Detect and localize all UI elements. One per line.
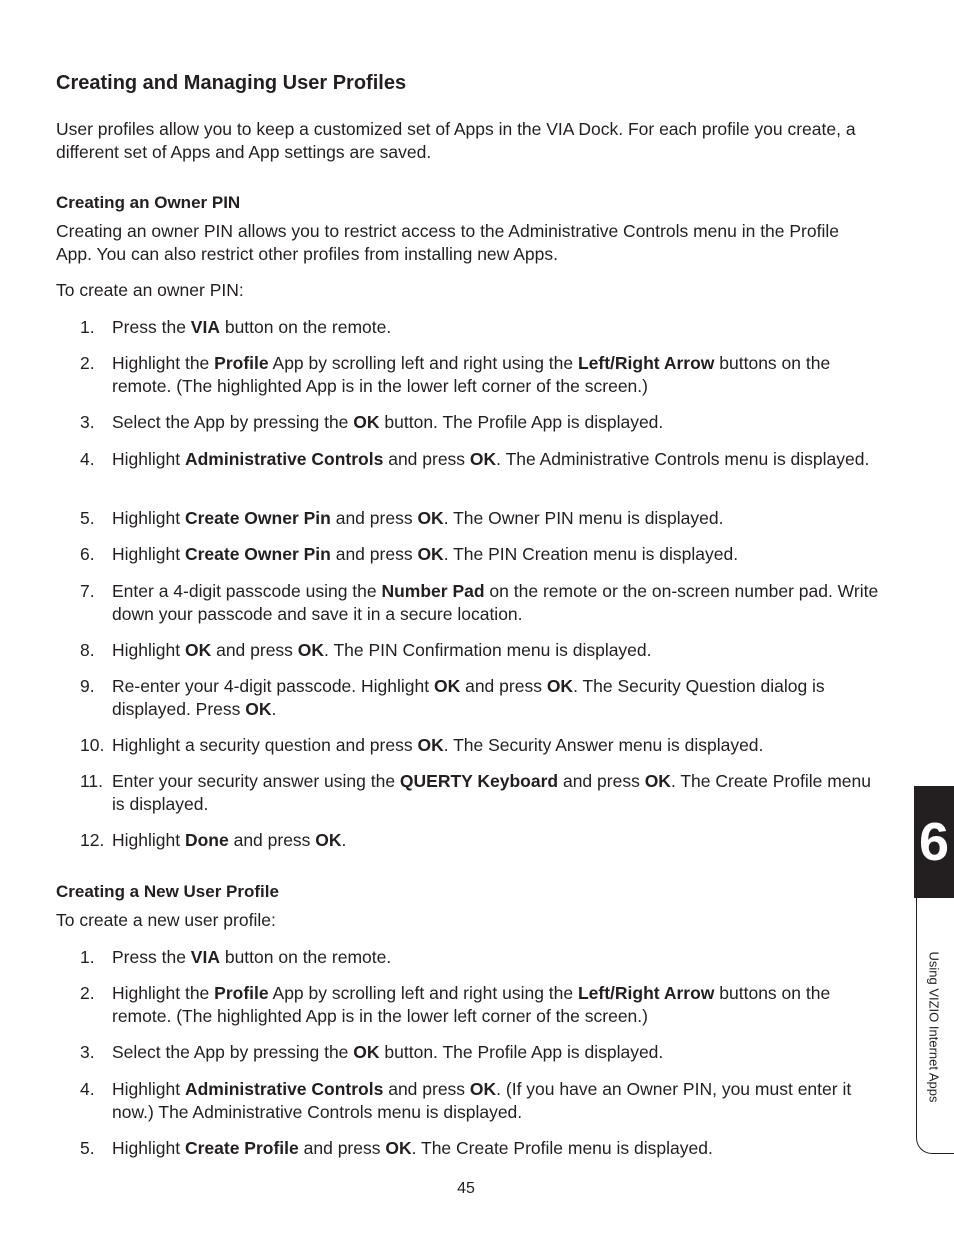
step-fragment: . [341, 830, 347, 850]
step-text [112, 507, 880, 530]
step-fragment: . The Security Question dialog is displayed. Press [112, 676, 825, 719]
step-item [80, 580, 880, 626]
step-text [112, 411, 880, 434]
step-fragment: button. The Profile App is displayed. [379, 412, 664, 432]
step-emphasis: Done [184, 830, 229, 850]
step-emphasis: Create Owner Pin [184, 508, 331, 528]
chapter-label: Using VIZIO Internet Apps [926, 951, 942, 1103]
step-text [112, 946, 880, 969]
step-item [80, 982, 880, 1028]
step-fragment: Press the [112, 317, 191, 337]
owner-pin-heading: Creating an Owner PIN [56, 193, 241, 212]
step-fragment: Select the App by pressing the [112, 1042, 354, 1062]
step-number: 7. [80, 581, 95, 601]
step-fragment: Highlight a security question and press [112, 735, 418, 755]
step-number: 1. [80, 317, 95, 337]
step-emphasis: Profile [214, 983, 269, 1003]
step-item [80, 543, 880, 566]
step-item [80, 946, 880, 969]
step-fragment: App by scrolling left and right using the [268, 983, 578, 1003]
page-title: Creating and Managing User Profiles [56, 72, 407, 94]
step-emphasis: OK [297, 640, 325, 660]
new-profile-lead: To create a new user profile: [56, 910, 276, 930]
step-emphasis: OK [353, 412, 380, 432]
step-emphasis: Create Owner Pin [184, 544, 331, 564]
step-fragment: buttons on the remote. (The highlighted App is in the lower left corner of the screen.) [112, 983, 831, 1026]
step-fragment: and press [558, 771, 645, 791]
step-number: 5. [80, 508, 95, 528]
step-fragment: and press [211, 640, 298, 660]
step-fragment: and press [330, 544, 418, 564]
step-item [80, 1041, 880, 1064]
step-fragment: and press [298, 1138, 386, 1158]
step-emphasis: Left/Right Arrow [577, 983, 715, 1003]
step-emphasis: OK [385, 1138, 412, 1158]
step-item [80, 829, 880, 852]
step-emphasis: Number Pad [381, 581, 485, 601]
step-emphasis: Create Profile [184, 1138, 299, 1158]
owner-pin-lead: To create an owner PIN: [56, 280, 244, 300]
step-emphasis: Left/Right Arrow [577, 353, 715, 373]
step-text [112, 829, 880, 852]
step-item [80, 448, 880, 471]
step-emphasis: OK [417, 508, 444, 528]
step-emphasis: Administrative Controls [184, 449, 384, 469]
step-fragment: Enter your security answer using the [112, 771, 400, 791]
step-fragment: . The Security Answer menu is displayed. [443, 735, 764, 755]
step-text [112, 770, 880, 816]
new-profile-heading: Creating a New User Profile [56, 882, 279, 901]
step-text [112, 448, 880, 471]
step-emphasis: VIA [190, 947, 220, 967]
step-number: 12. [80, 830, 105, 850]
step-number: 2. [80, 983, 95, 1003]
step-text [112, 639, 880, 662]
step-fragment: . The Administrative Controls menu is displayed. [496, 449, 870, 469]
step-emphasis: OK [469, 449, 497, 469]
chapter-number: 6 [918, 812, 950, 872]
step-text [112, 1041, 880, 1064]
step-fragment: Highlight [112, 830, 185, 850]
step-number: 5. [80, 1138, 95, 1158]
step-emphasis: QUERTY Keyboard [399, 771, 559, 791]
step-item [80, 639, 880, 662]
step-item [80, 352, 880, 398]
step-emphasis: OK [644, 771, 671, 791]
step-fragment: Highlight [112, 544, 185, 564]
step-fragment: Highlight [112, 640, 185, 660]
step-item [80, 770, 880, 816]
step-number: 10. [80, 735, 105, 755]
step-number: 9. [80, 676, 95, 696]
step-emphasis: OK [433, 676, 461, 696]
step-number: 3. [80, 412, 95, 432]
step-fragment: Select the App by pressing the [112, 412, 354, 432]
step-text [112, 734, 880, 757]
step-number: 6. [80, 544, 95, 564]
step-number: 8. [80, 640, 95, 660]
step-fragment: Enter a 4-digit passcode using the [112, 581, 382, 601]
step-fragment: Highlight [112, 1079, 185, 1099]
page-number: 45 [457, 1180, 475, 1197]
step-fragment: Highlight the [112, 353, 215, 373]
step-text [112, 675, 880, 721]
step-fragment: . The Create Profile menu is displayed. [411, 1138, 713, 1158]
step-emphasis: OK [315, 830, 342, 850]
step-fragment: and press [460, 676, 547, 696]
step-fragment: Highlight the [112, 983, 215, 1003]
owner-pin-description: Creating an owner PIN allows you to restrict access to the Administrative Controls menu in the Profile App. You can also restrict other profiles from installing new Apps. [56, 221, 839, 264]
step-emphasis: OK [245, 699, 272, 719]
step-item [80, 1137, 880, 1160]
step-text [112, 580, 880, 626]
step-fragment: . The PIN Confirmation menu is displayed. [324, 640, 652, 660]
step-fragment: Re-enter your 4-digit passcode. Highlight [112, 676, 434, 696]
step-item [80, 316, 880, 339]
step-fragment: and press [383, 449, 470, 469]
step-item [80, 411, 880, 434]
step-fragment: . (If you have an Owner PIN, you must enter it now.) The Administrative Controls menu is displayed. [112, 1079, 852, 1122]
step-fragment: . The Owner PIN menu is displayed. [443, 508, 724, 528]
step-fragment: buttons on the remote. (The highlighted App is in the lower left corner of the screen.) [112, 353, 831, 396]
step-text [112, 543, 880, 566]
step-fragment: button on the remote. [219, 317, 392, 337]
step-text [112, 982, 880, 1028]
step-item [80, 734, 880, 757]
step-number: 4. [80, 1079, 95, 1099]
step-fragment: and press [330, 508, 418, 528]
step-number: 4. [80, 449, 95, 469]
step-text [112, 316, 880, 339]
step-emphasis: OK [546, 676, 574, 696]
step-fragment: . [271, 699, 277, 719]
step-fragment: on the remote or the on-screen number pad. Write down your passcode and save it in a secure location. [112, 581, 879, 624]
step-text [112, 1078, 880, 1124]
step-fragment: Highlight [112, 1138, 185, 1158]
step-number: 1. [80, 947, 95, 967]
step-fragment: . The PIN Creation menu is displayed. [443, 544, 739, 564]
step-emphasis: OK [417, 544, 444, 564]
step-emphasis: OK [353, 1042, 380, 1062]
step-emphasis: OK [417, 735, 444, 755]
step-number: 3. [80, 1042, 95, 1062]
step-fragment: Highlight [112, 449, 185, 469]
step-fragment: . The Create Profile menu is displayed. [112, 771, 871, 814]
step-emphasis: OK [184, 640, 212, 660]
step-fragment: Highlight [112, 508, 185, 528]
step-number: 2. [80, 353, 95, 373]
step-item [80, 675, 880, 721]
step-item [80, 507, 880, 530]
step-fragment: and press [383, 1079, 470, 1099]
step-number: 11. [80, 771, 104, 791]
step-text [112, 1137, 880, 1160]
step-item [80, 1078, 880, 1124]
step-fragment: button. The Profile App is displayed. [379, 1042, 664, 1062]
step-emphasis: VIA [190, 317, 220, 337]
step-emphasis: Profile [214, 353, 269, 373]
step-emphasis: OK [469, 1079, 497, 1099]
step-emphasis: Administrative Controls [184, 1079, 384, 1099]
step-fragment: Press the [112, 947, 191, 967]
step-text [112, 352, 880, 398]
step-fragment: and press [228, 830, 316, 850]
intro-paragraph: User profiles allow you to keep a customized set of Apps in the VIA Dock. For each profile you create, a different set of Apps and App settings are saved. [56, 119, 856, 162]
step-fragment: button on the remote. [219, 947, 392, 967]
step-fragment: App by scrolling left and right using the [268, 353, 578, 373]
